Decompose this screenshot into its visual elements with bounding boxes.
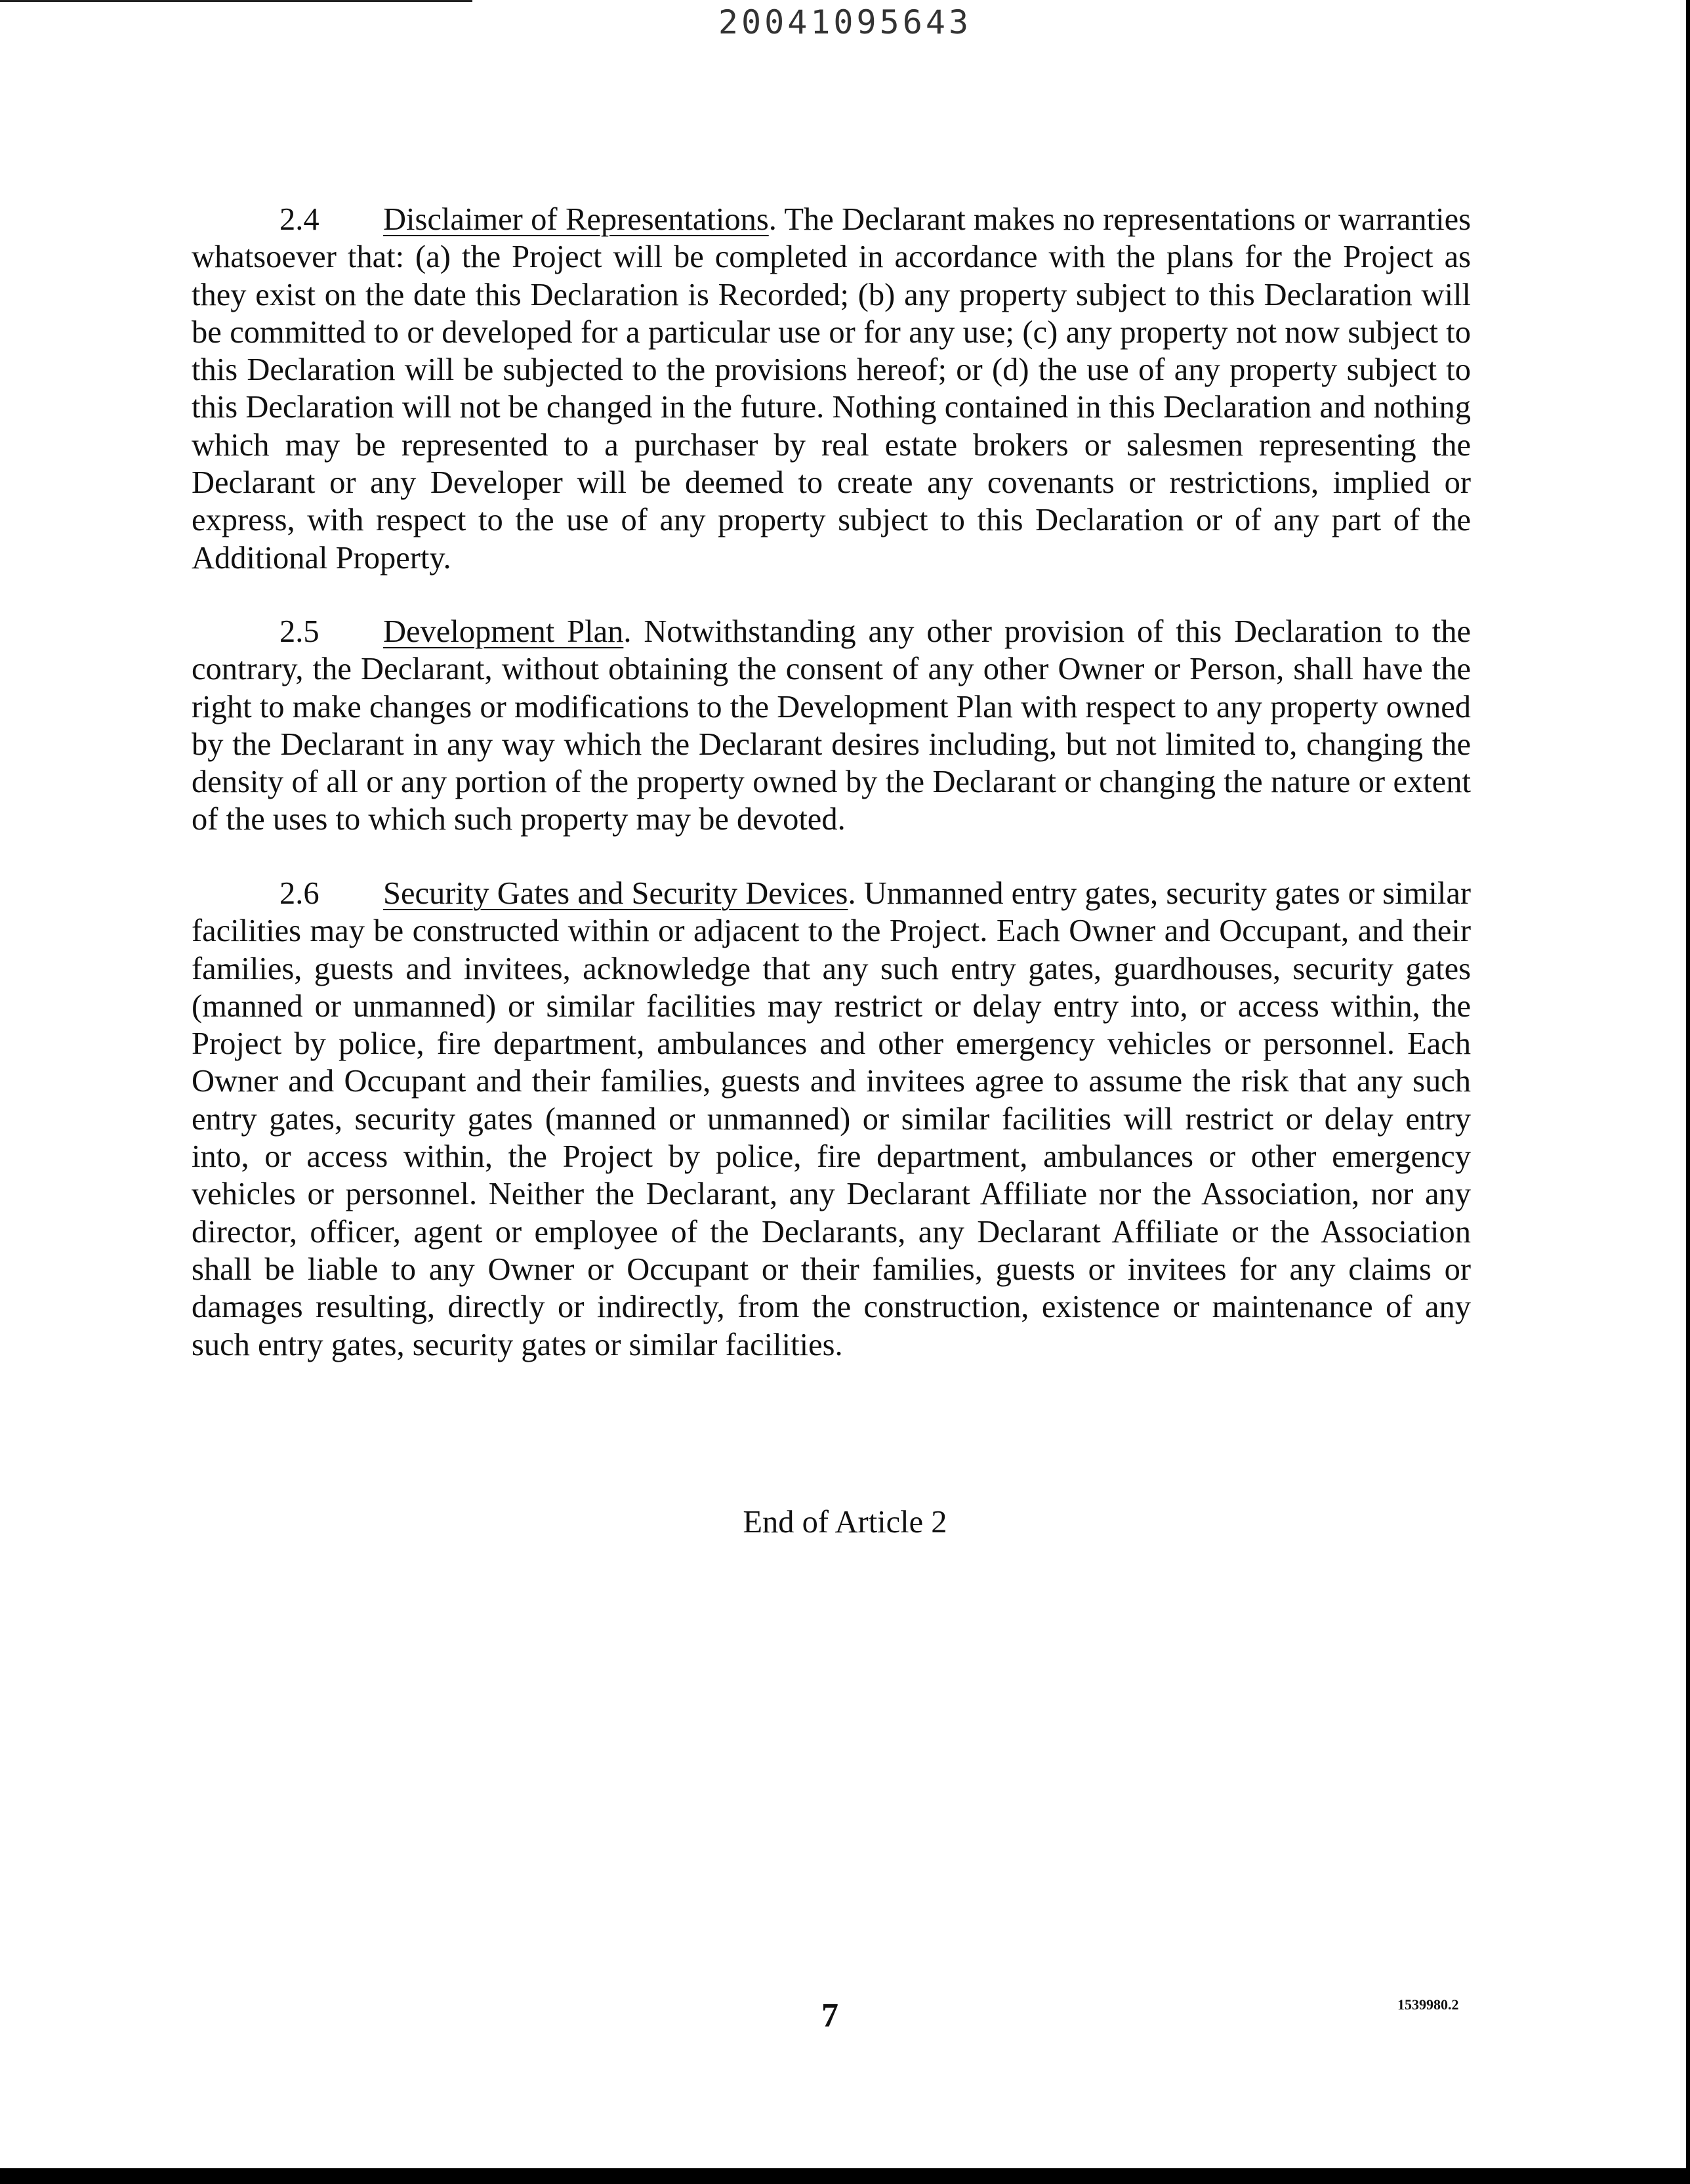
- section-heading: Development Plan: [383, 614, 624, 649]
- section-body: . The Declarant makes no representations or warranties whatsoever that: (a) the Project will be completed in accordance with the plans for the Project as they exist on the date this Declaration is Recorded; (b) any property subject to this Declaration will be committed to or developed for a particular use or for any use; (c) any property not now subject to this Declaration will be subjected to the provisions hereof; or (d) the use of any property subject to this Declaration will not be changed in the future. Nothing contained in this Declaration and nothing which may be represented to a purchaser by real estate brokers or salesmen representing the Declarant or any Developer will be deemed to create any covenants or restrictions, implied or express, with respect to the use of any property subject to this Declaration or of any part of the Additional Property.: [192, 202, 1471, 576]
- section-paragraph: [192, 613, 1471, 839]
- end-of-article: End of Article 2: [743, 1505, 947, 1540]
- document-id: 1539980.2: [1397, 1996, 1459, 2013]
- section-2-6: [192, 875, 1471, 1364]
- section-number: 2.5: [279, 614, 319, 649]
- section-heading: Disclaimer of Representations: [383, 202, 769, 237]
- section-number: 2.6: [279, 876, 319, 911]
- section-number: 2.4: [279, 202, 319, 237]
- section-paragraph: [192, 201, 1471, 577]
- page-number: 7: [821, 1997, 838, 2034]
- section-2-4: [192, 201, 1471, 577]
- section-2-5: [192, 613, 1471, 839]
- section-paragraph: [192, 875, 1471, 1364]
- section-body: . Notwithstanding any other provision of this Declaration to the contrary, the Declarant, without obtaining the consent of any other Owner or Person, shall have the right to make changes or modifications to the Development Plan with respect to any property owned by the Declarant in any way which the Declarant desires including, but not limited to, changing the density of all or any portion of the property owned by the Declarant or changing the nature or extent of the uses to which such property may be devoted.: [192, 614, 1471, 837]
- section-heading: Security Gates and Security Devices: [383, 876, 848, 911]
- recording-number: 20041095643: [718, 3, 972, 41]
- scan-bottom-border: [0, 2168, 1690, 2184]
- section-body: . Unmanned entry gates, security gates or similar facilities may be constructed within or adjacent to the Project. Each Owner and Occupant, and their families, guests and invitees, acknowledge that any such entry gates, guardhouses, security gates (manned or unmanned) or similar facilities may restrict or delay entry into, or access within, the Project by police, fire department, ambulances and other emergency vehicles or personnel. Each Owner and Occupant and their families, guests and invitees agree to assume the risk that any such entry gates, security gates (manned or unmanned) or similar facilities will restrict or delay entry into, or access within, the Project by police, fire department, ambulances or other emergency vehicles or personnel. Neither the Declarant, any Declarant Affiliate nor the Association, nor any director, officer, agent or employee of the Declarants, any Declarant Affiliate or the Association shall be liable to any Owner or Occupant or their families, guests or invitees for any claims or damages resulting, directly or indirectly, from the construction, existence or maintenance of any such entry gates, security gates or similar facilities.: [192, 876, 1471, 1362]
- scan-right-border: [1686, 0, 1690, 2184]
